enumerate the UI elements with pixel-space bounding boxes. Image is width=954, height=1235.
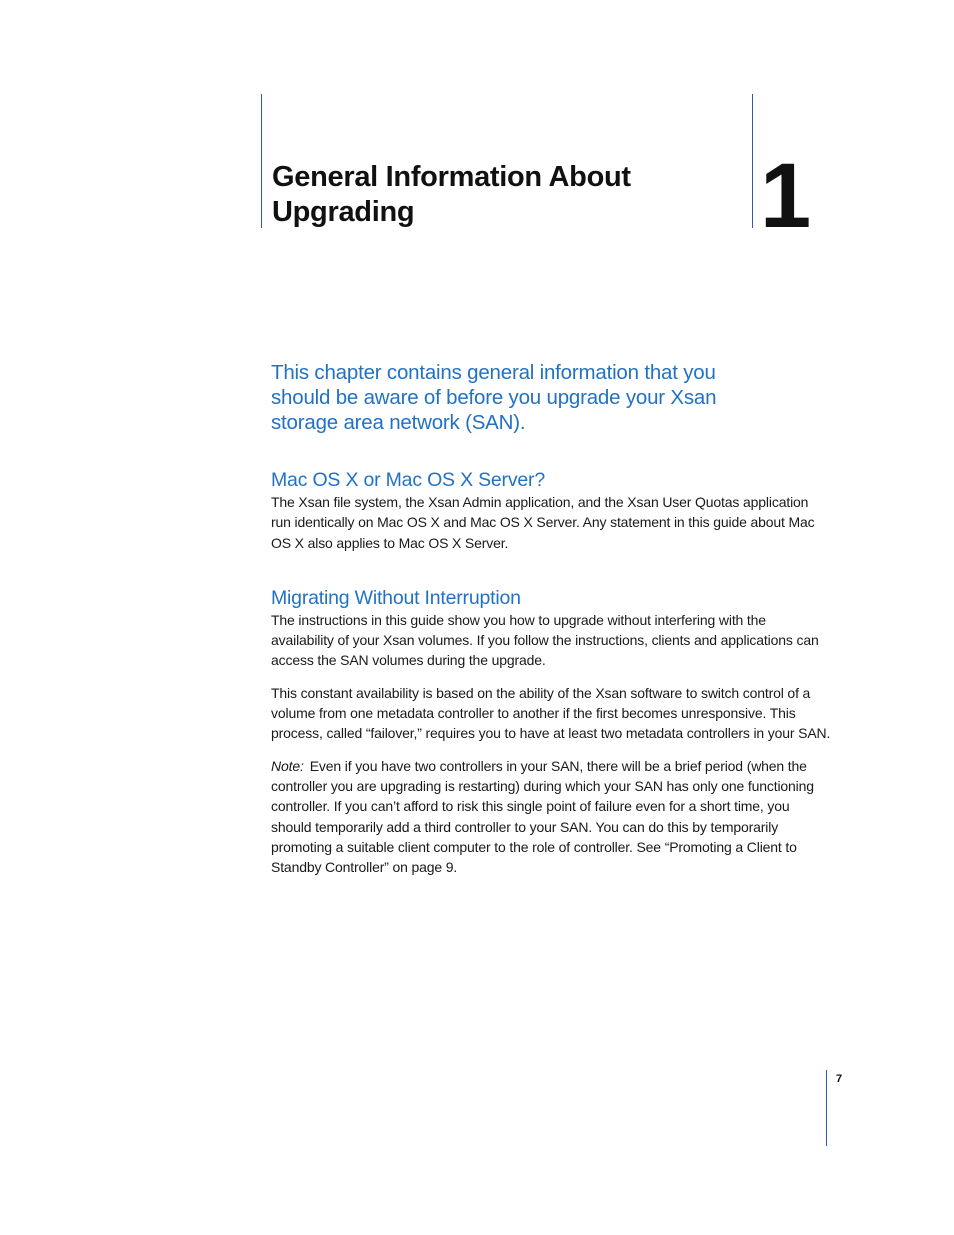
chapter-body [271, 468, 831, 877]
chapter-title [272, 160, 732, 230]
chapter-title-line2: Upgrading [272, 196, 415, 228]
section-paragraph: The instructions in this guide show you how to upgrade without interfering with the availability of your Xsan volumes. If you follow the instructions, clients and applications can access the SAN volumes during the upgrade. [271, 611, 819, 669]
chapter-intro: This chapter contains general information that you should be aware of before you upgrade your Xsan storage area network (SAN). [271, 361, 717, 434]
note-text: Even if you have two controllers in your SAN, there will be a brief period (when the controller you are upgrading is restarting) during which your SAN has only one functioning controller. If you can’t afford to risk this single point of failure even for a short time, you should temporarily add a third controller to your SAN. You can do this by temporarily promoting a suitable client computer to the role of controller. See “Promoting a Client to Standby Controller” on page 9. [271, 757, 814, 876]
footer-rule [826, 1070, 827, 1146]
section-paragraph: This constant availability is based on the ability of the Xsan software to switch control of a volume from one metadata controller to another if the first becomes unresponsive. This process, called “failover,” requires you to have at least two metadata controllers in your SAN. [271, 684, 831, 742]
chapter-number: 1 [760, 145, 812, 247]
chapter-title-line1: General Information About [272, 161, 631, 193]
chapter-rule-left [261, 94, 262, 228]
page-number: 7 [836, 1073, 843, 1085]
chapter-rule-right [752, 94, 753, 228]
section-paragraph: The Xsan file system, the Xsan Admin application, and the Xsan User Quotas application run identically on Mac OS X and Mac OS X Server. Any statement in this guide about Mac OS X also applies to Mac OS X Server. [271, 494, 815, 551]
note-paragraph [271, 756, 831, 878]
section-heading-mac-os-x: Mac OS X or Mac OS X Server? [271, 469, 545, 491]
section-heading-migrating: Migrating Without Interruption [271, 586, 521, 609]
note-label: Note: [271, 757, 304, 774]
